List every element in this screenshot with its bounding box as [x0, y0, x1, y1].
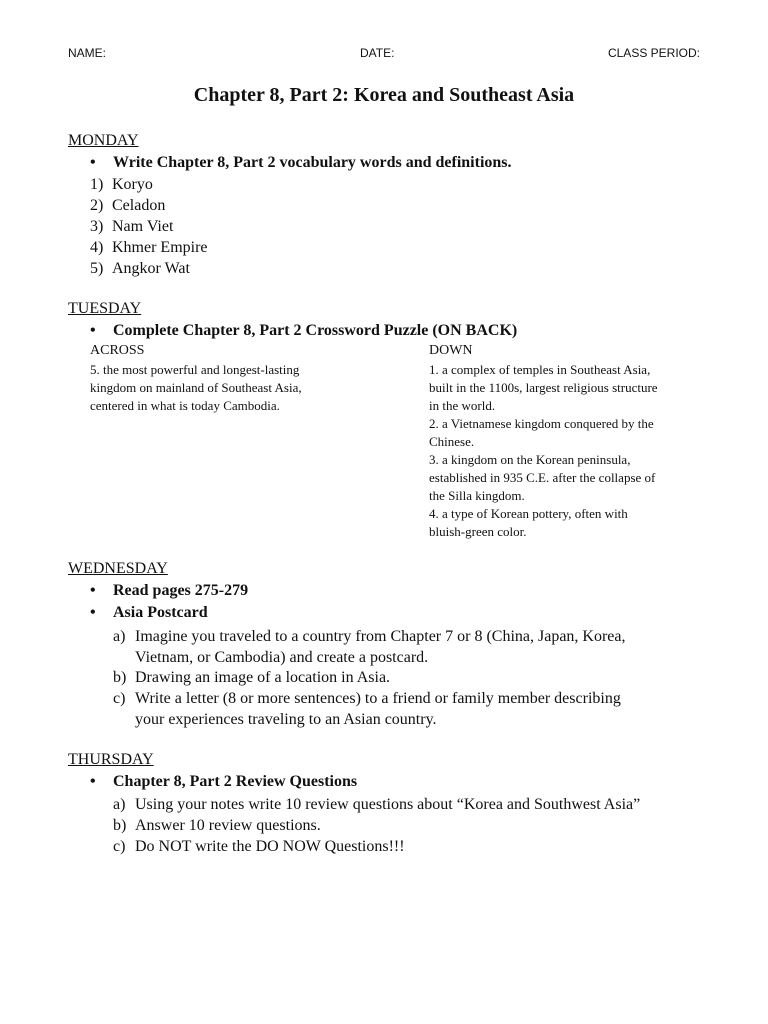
clue-line: kingdom on mainland of Southeast Asia,	[90, 380, 302, 395]
header-row	[68, 46, 700, 66]
review-item	[113, 815, 713, 836]
vocab-item	[90, 197, 165, 215]
item-text: Do NOT write the DO NOW Questions!!!	[135, 838, 405, 855]
postcard-item	[113, 667, 713, 688]
tuesday-bullet-text: Complete Chapter 8, Part 2 Crossword Puzzle (ON BACK)	[113, 322, 518, 339]
wednesday-bullet-read	[90, 582, 248, 600]
vocab-number: 2)	[90, 197, 104, 214]
thursday-bullet	[90, 773, 357, 791]
vocab-number: 5)	[90, 260, 104, 277]
review-item	[113, 836, 713, 857]
bullet-dot-icon: •	[90, 154, 96, 171]
clue-line: 2. a Vietnamese kingdom conquered by the	[429, 416, 654, 431]
class-period-label: CLASS PERIOD:	[607, 46, 700, 60]
page-title: Chapter 8, Part 2: Korea and Southeast Asia	[193, 84, 575, 106]
vocab-word: Koryo	[112, 176, 153, 193]
thursday-bullet-text: Chapter 8, Part 2 Review Questions	[113, 773, 358, 790]
date-label: DATE:	[360, 46, 395, 60]
wednesday-bullet-text: Asia Postcard	[113, 604, 208, 621]
wednesday-heading: WEDNESDAY	[68, 560, 168, 577]
clue-line: in the world.	[429, 398, 496, 413]
review-item	[113, 794, 713, 815]
vocab-item	[90, 176, 153, 194]
clue-line: 3. a kingdom on the Korean peninsula,	[429, 452, 631, 467]
clue-line: 5. the most powerful and longest-lasting	[90, 362, 300, 377]
clue-line: 4. a type of Korean pottery, often with	[429, 506, 628, 521]
down-label: DOWN	[429, 343, 473, 358]
clue-line: the Silla kingdom.	[429, 488, 525, 503]
item-text-continued: your experiences traveling to an Asian country.	[135, 711, 437, 728]
item-letter: b)	[113, 669, 127, 686]
vocab-item	[90, 218, 173, 236]
clue-line: Chinese.	[429, 434, 475, 449]
clue-line: built in the 1100s, largest religious structure	[429, 380, 658, 395]
wednesday-bullet-postcard	[90, 604, 208, 622]
item-letter: a)	[113, 628, 126, 645]
bullet-dot-icon: •	[90, 582, 96, 599]
across-label: ACROSS	[90, 343, 145, 358]
item-letter: c)	[113, 838, 126, 855]
vocab-number: 3)	[90, 218, 104, 235]
vocab-item	[90, 239, 208, 257]
vocab-item	[90, 260, 190, 278]
monday-heading: MONDAY	[68, 132, 139, 149]
item-text-continued: Vietnam, or Cambodia) and create a postcard.	[135, 649, 429, 666]
clue-line: 1. a complex of temples in Southeast Asia,	[429, 362, 651, 377]
clue-line: established in 935 C.E. after the collapse of	[429, 470, 656, 485]
bullet-dot-icon: •	[90, 773, 96, 790]
item-letter: b)	[113, 817, 127, 834]
bullet-dot-icon: •	[90, 604, 96, 621]
wednesday-bullet-text: Read pages 275-279	[113, 582, 249, 599]
vocab-word: Angkor Wat	[112, 260, 190, 277]
item-letter: a)	[113, 796, 126, 813]
vocab-word: Nam Viet	[112, 218, 174, 235]
monday-bullet	[90, 154, 512, 172]
tuesday-bullet	[90, 322, 517, 340]
monday-bullet-text: Write Chapter 8, Part 2 vocabulary words and definitions.	[113, 154, 512, 171]
item-text: Write a letter (8 or more sentences) to a friend or family member describing	[135, 690, 621, 707]
item-text: Drawing an image of a location in Asia.	[135, 669, 391, 686]
vocab-number: 4)	[90, 239, 104, 256]
postcard-item	[113, 688, 713, 730]
vocab-number: 1)	[90, 176, 104, 193]
bullet-dot-icon: •	[90, 322, 96, 339]
clue-line: centered in what is today Cambodia.	[90, 398, 280, 413]
thursday-heading: THURSDAY	[68, 751, 154, 768]
item-text: Imagine you traveled to a country from Chapter 7 or 8 (China, Japan, Korea,	[135, 628, 626, 645]
vocab-word: Khmer Empire	[112, 239, 208, 256]
vocab-word: Celadon	[112, 197, 166, 214]
tuesday-heading: TUESDAY	[68, 300, 142, 317]
postcard-item	[113, 626, 713, 668]
item-text: Answer 10 review questions.	[135, 817, 321, 834]
name-label: NAME:	[68, 46, 107, 60]
clue-line: bluish-green color.	[429, 524, 527, 539]
item-letter: c)	[113, 690, 126, 707]
across-clues	[90, 361, 302, 415]
down-clues	[429, 361, 658, 541]
item-text: Using your notes write 10 review questions about “Korea and Southwest Asia”	[135, 796, 641, 813]
